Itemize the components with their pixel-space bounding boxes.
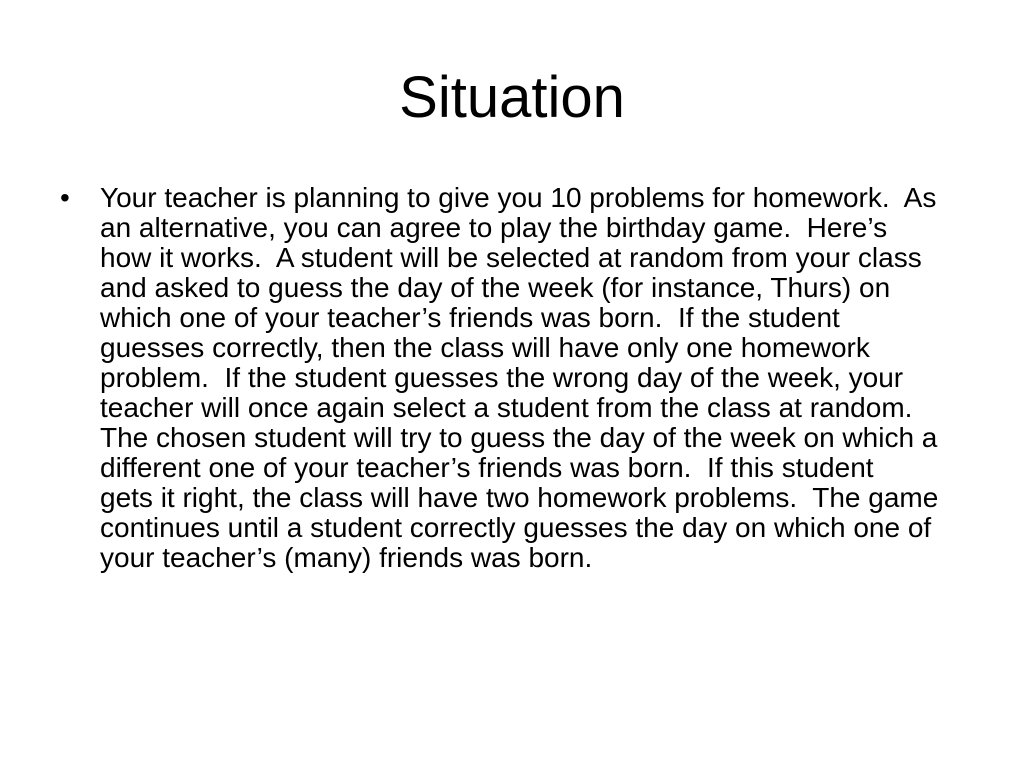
- bullet-text-line: guesses correctly, then the class will have only one homework: [100, 332, 870, 363]
- bullet-item: [60, 183, 1000, 573]
- bullet-text-line: different one of your teacher’s friends was born. If this student: [100, 452, 874, 483]
- bullet-text-line: Your teacher is planning to give you 10 problems for homework. As: [100, 182, 937, 213]
- bullet-list: [60, 183, 1000, 573]
- bullet-text-line: how it works. A student will be selected at random from your class: [100, 242, 922, 273]
- bullet-text-line: problem. If the student guesses the wrong day of the week, your: [100, 362, 904, 393]
- bullet-text-line: an alternative, you can agree to play the birthday game. Here’s: [100, 212, 888, 243]
- bullet-text: [100, 183, 1000, 573]
- bullet-text-line: gets it right, the class will have two homework problems. The game: [100, 482, 939, 513]
- bullet-text-line: which one of your teacher’s friends was born. If the student: [100, 302, 840, 333]
- slide-title: Situation: [399, 65, 625, 130]
- bullet-marker: •: [60, 182, 70, 213]
- bullet-text-line: and asked to guess the day of the week (for instance, Thurs) on: [100, 272, 891, 303]
- bullet-text-line: your teacher’s (many) friends was born.: [100, 542, 593, 573]
- bullet-text-line: The chosen student will try to guess the day of the week on which a: [100, 422, 938, 453]
- bullet-text-line: continues until a student correctly guesses the day on which one of: [100, 512, 932, 543]
- bullet-text-line: teacher will once again select a student from the class at random.: [100, 392, 913, 423]
